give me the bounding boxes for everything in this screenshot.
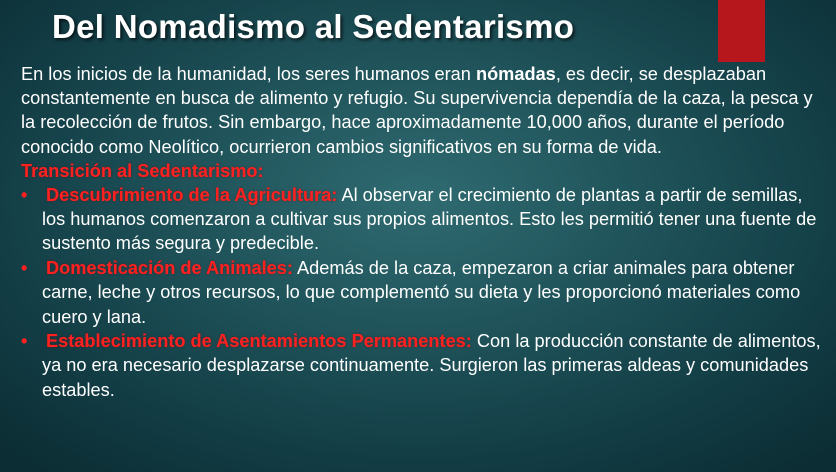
bullet-text: Al observar el crecimiento de plantas a partir de semillas, los humanos comenzaron a cultivar sus propios alimentos. Esto les permitió tener una fuente de sustento más segura y predecible. (42, 185, 817, 254)
bullet-item-domestication (21, 256, 821, 329)
intro-text-start: En los inicios de la humanidad, los seres humanos eran (21, 64, 476, 84)
bullet-list (21, 183, 821, 402)
bullet-text: Además de la caza, empezaron a criar animales para obtener carne, leche y otros recursos, lo que complementó su dieta y les proporcionó materiales como cuero y lana. (42, 258, 801, 327)
bullet-text: Con la producción constante de alimentos, ya no era necesario desplazarse continuamente. Surgieron las primeras aldeas y comunidades estables. (42, 331, 821, 400)
slide-body (21, 62, 821, 402)
bullet-marker: • (21, 185, 28, 206)
bullet-item-agriculture (21, 183, 821, 256)
intro-bold-term: nómadas (475, 64, 556, 84)
section-heading: Transición al Sedentarismo: (21, 160, 264, 181)
bullet-label: Domesticación de Animales: (46, 258, 293, 279)
bullet-marker: • (21, 258, 28, 279)
bullet-item-settlements (21, 329, 821, 402)
bullet-label: Establecimiento de Asentamientos Permanentes: (46, 331, 472, 352)
bullet-marker: • (21, 331, 28, 352)
intro-text-end: , es decir, se desplazaban constantemente en busca de alimento y refugio. Su supervivencia dependía de la caza, la pesca y la recolección de frutos. Sin embargo, hace aproximadamente 10,000 años, durante el período conocido como Neolítico, ocurrieron cambios significativos en su forma de vida. (21, 64, 813, 157)
accent-bar (718, 0, 765, 62)
bullet-label: Descubrimiento de la Agricultura: (46, 185, 338, 206)
slide-title: Del Nomadismo al Sedentarismo (52, 8, 575, 45)
intro-paragraph (21, 62, 821, 159)
